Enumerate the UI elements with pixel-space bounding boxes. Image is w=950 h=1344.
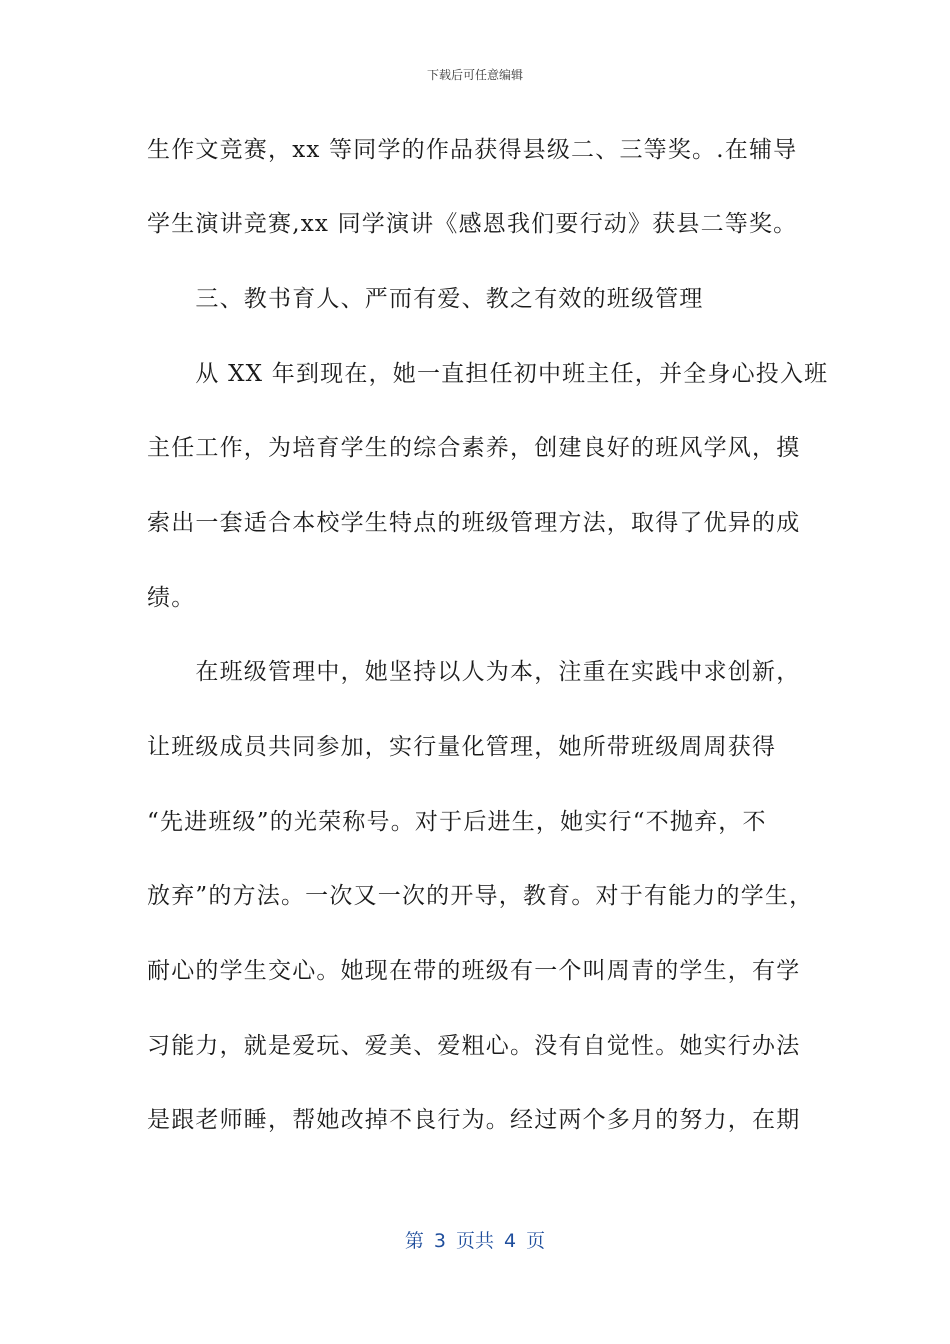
text-line: 索出一套适合本校学生特点的班级管理方法，取得了优异的成 <box>147 510 801 536</box>
text-line: 学生演讲竞赛,xx 同学演讲《感恩我们要行动》获县二等奖。 <box>147 211 798 237</box>
text-line: 生作文竞赛，xx 等同学的作品获得县级二、三等奖。.在辅导 <box>147 137 798 163</box>
text-line: 耐心的学生交心。她现在带的班级有一个叫周青的学生，有学 <box>147 958 801 984</box>
section-heading: 三、教书育人、严而有爱、教之有效的班级管理 <box>147 286 704 312</box>
text-line: 放弃”的方法。一次又一次的开导，教育。对于有能力的学生， <box>147 883 814 909</box>
page-number-footer: 第 3 页共 4 页 <box>404 1230 546 1252</box>
text-line: 从 XX 年到现在，她一直担任初中班主任，并全身心投入班 <box>147 361 829 387</box>
text-line: 在班级管理中，她坚持以人为本，注重在实践中求创新， <box>147 659 801 685</box>
text-line: “先进班级”的光荣称号。对于后进生，她实行“不抛弃，不 <box>147 809 767 835</box>
text-line: 绩。 <box>147 585 196 611</box>
text-line: 主任工作，为培育学生的综合素养，创建良好的班风学风，摸 <box>147 435 801 461</box>
text-line: 是跟老师睡，帮她改掉不良行为。经过两个多月的努力，在期 <box>147 1107 801 1133</box>
text-line: 习能力，就是爱玩、爱美、爱粗心。没有自觉性。她实行办法 <box>147 1033 801 1059</box>
page-header: 下载后可任意编辑 <box>426 68 523 82</box>
text-line: 让班级成员共同参加，实行量化管理，她所带班级周周获得 <box>147 734 777 760</box>
